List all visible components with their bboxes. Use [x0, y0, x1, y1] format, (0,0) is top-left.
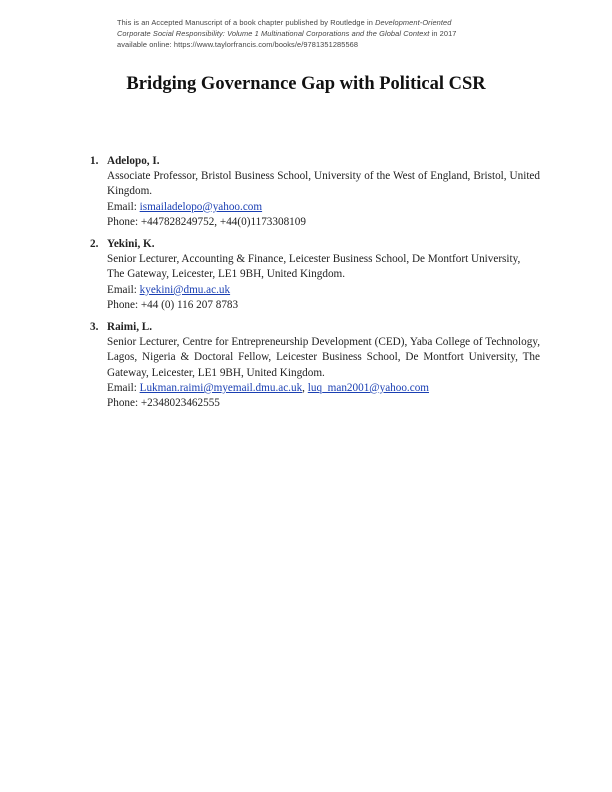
email-link[interactable]: kyekini@dmu.ac.uk	[139, 283, 231, 296]
paper-title: Bridging Governance Gap with Political CSR	[126, 74, 486, 94]
email-separator: ,	[302, 381, 308, 394]
author-phone: Phone: +44 (0) 116 207 8783	[107, 298, 239, 311]
author-email-line	[107, 283, 540, 298]
author-email-line	[107, 200, 540, 215]
author-phone: Phone: +2348023462555	[107, 397, 220, 410]
notice-text-start: This is an Accepted Manuscript of a book chapter published by Routledge in	[117, 18, 376, 27]
author-email-line	[107, 381, 540, 396]
author-item	[90, 320, 540, 411]
author-affiliation: Senior Lecturer, Accounting & Finance, Leicester Business School, De Montfort University, The Gateway, Leicester, LE1 9BH, United Kingdom.	[107, 253, 521, 281]
notice-book-title: Development-Oriented Corporate Social Responsibility: Volume 1 Multinational Corporations and the Global Context	[117, 18, 452, 38]
author-phone: Phone: +447828249752, +44(0)1173308109	[107, 215, 306, 228]
email-link[interactable]: Lukman.raimi@myemail.dmu.ac.uk	[139, 381, 303, 394]
author-list	[90, 154, 540, 418]
author-number: 3.	[90, 321, 99, 334]
author-name: Yekini, K.	[107, 238, 155, 251]
notice-text-end: in 2017 available online: https://www.taylorfrancis.com/books/e/9781351285568	[117, 29, 457, 49]
author-affiliation: Senior Lecturer, Centre for Entrepreneurship Development (CED), Yaba College of Technology, Lagos, Nigeria & Doctoral Fellow, Leicester Business School, De Montfort University, The Gateway, Leicester, LE1 9BH, United Kingdom.	[107, 336, 540, 379]
author-number: 1.	[90, 155, 99, 167]
email-label: Email:	[107, 381, 140, 394]
author-number: 2.	[90, 238, 99, 251]
email-link[interactable]: ismailadelopo@yahoo.com	[139, 200, 263, 213]
author-name: Adelopo, I.	[107, 155, 160, 167]
author-name: Raimi, L.	[107, 321, 153, 334]
email-link[interactable]: luq_man2001@yahoo.com	[307, 381, 429, 394]
author-item	[90, 237, 540, 313]
accepted-manuscript-notice	[117, 17, 477, 50]
author-affiliation: Associate Professor, Bristol Business School, University of the West of England, Bristol, United Kingdom.	[107, 170, 540, 198]
author-item	[90, 154, 540, 230]
email-label: Email:	[107, 283, 140, 296]
email-label: Email:	[107, 200, 140, 213]
